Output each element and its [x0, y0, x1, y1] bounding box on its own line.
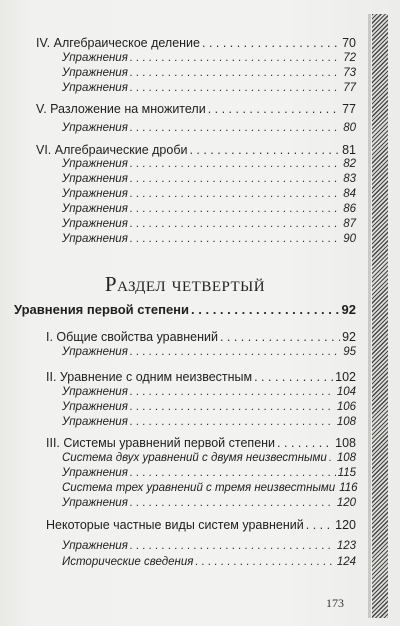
toc-entry	[62, 416, 356, 428]
toc-entry-page: 104	[336, 386, 356, 398]
toc-entry-page: 123	[336, 540, 356, 552]
dot-leader	[191, 302, 340, 317]
toc-entry-title: Упражнения	[62, 173, 128, 185]
toc-entry-page: 116	[339, 482, 358, 494]
dot-leader	[130, 467, 336, 479]
dot-leader	[277, 436, 333, 450]
toc-entry-title: III. Системы уравнений первой степени	[46, 436, 276, 450]
toc-entry-page: 108	[335, 436, 356, 450]
toc-entry-page: 82	[343, 158, 356, 170]
toc-entry	[46, 370, 356, 384]
dot-leader	[202, 36, 340, 50]
dot-leader	[130, 401, 335, 413]
toc-entry-page: 95	[343, 346, 356, 358]
toc-entry	[62, 497, 356, 509]
toc-entry-title: Упражнения	[62, 540, 128, 552]
toc-entry	[62, 540, 356, 552]
toc-entry-page: 108	[336, 416, 356, 428]
toc-entry-page: 90	[343, 233, 356, 245]
toc-entry	[62, 158, 356, 170]
toc-entry-page: 70	[342, 36, 356, 50]
dot-leader	[130, 122, 341, 134]
toc-entry-page: 86	[343, 203, 356, 215]
dot-leader	[130, 416, 335, 428]
dot-leader	[130, 346, 341, 358]
toc-entry-title: Упражнения	[62, 52, 128, 64]
toc-entry	[62, 482, 356, 494]
dot-leader	[130, 540, 335, 552]
dot-leader	[306, 518, 333, 532]
toc-entry-page: 108	[336, 452, 356, 464]
toc-entry-title: Упражнения	[62, 82, 128, 94]
toc-entry-title: Упражнения	[62, 122, 128, 134]
toc-entry-page: 102	[335, 370, 356, 384]
toc-entry	[46, 518, 356, 532]
section-heading: Раздел четвертый	[104, 272, 266, 296]
toc-entry-title: VI. Алгебраические дроби	[36, 143, 188, 157]
dot-leader	[130, 188, 341, 200]
toc-entry-title: Упражнения	[62, 497, 128, 509]
toc-entry	[36, 36, 356, 50]
toc-entry	[62, 203, 356, 215]
toc-entry-page: 72	[343, 52, 356, 64]
page-number: 173	[326, 596, 344, 610]
dot-leader	[220, 330, 340, 344]
toc-entry-title: V. Разложение на множители	[36, 102, 206, 116]
toc-entry-title: Упражнения	[62, 346, 128, 358]
toc-entry-page: 77	[342, 102, 356, 116]
dot-leader	[130, 173, 341, 185]
toc-entry	[62, 52, 356, 64]
dot-leader	[130, 497, 335, 509]
toc-entry-title: Система двух уравнений с двумя неизвестными	[62, 452, 327, 464]
toc-entry-page: 92	[341, 302, 356, 317]
toc-entry	[62, 188, 356, 200]
dot-leader	[130, 203, 341, 215]
toc-entry-page: 106	[336, 401, 356, 413]
toc-entry	[62, 346, 356, 358]
toc-entry-page: 92	[342, 330, 356, 344]
dot-leader	[130, 233, 341, 245]
toc-entry-title: Система трех уравнений с тремя неизвестными	[62, 482, 336, 494]
toc-entry	[62, 467, 356, 479]
toc-entry	[62, 218, 356, 230]
dot-leader	[130, 67, 341, 79]
toc-entry-title: I. Общие свойства уравнений	[46, 330, 218, 344]
toc-entry-page: 124	[336, 556, 356, 568]
toc-entry-title: Исторические сведения	[62, 556, 194, 568]
toc-entry-title: Упражнения	[62, 416, 128, 428]
dot-leader	[130, 82, 341, 94]
dot-leader	[130, 218, 341, 230]
toc-entry-page: 84	[343, 188, 356, 200]
toc-entry-title: Упражнения	[62, 233, 128, 245]
dot-leader	[254, 370, 333, 384]
dot-leader	[195, 556, 334, 568]
book-spine-edge	[372, 14, 388, 618]
toc-entry-title: Упражнения	[62, 386, 128, 398]
toc-entry	[36, 143, 356, 157]
toc-entry-title: Упражнения	[62, 218, 128, 230]
toc-entry-title: Упражнения	[62, 203, 128, 215]
toc-entry-page: 115	[337, 467, 356, 479]
toc-entry-title: IV. Алгебраическое деление	[36, 36, 200, 50]
toc-entry	[62, 401, 356, 413]
toc-entry	[62, 82, 356, 94]
toc-entry-title: Некоторые частные виды систем уравнений	[46, 518, 304, 532]
toc-entry-page: 83	[343, 173, 356, 185]
toc-entry-page: 81	[342, 143, 356, 157]
toc-entry-title: Упражнения	[62, 467, 128, 479]
toc-entry-title: Упражнения	[62, 67, 128, 79]
toc-entry-page: 120	[336, 497, 356, 509]
toc-entry	[62, 452, 356, 464]
toc-entry	[62, 173, 356, 185]
page-edge	[368, 14, 371, 618]
toc-entry-title: II. Уравнение с одним неизвестным	[46, 370, 253, 384]
toc-entry-page: 80	[343, 122, 356, 134]
toc-entry-title: Упражнения	[62, 401, 128, 413]
dot-leader	[130, 158, 341, 170]
toc-entry	[62, 556, 356, 568]
toc-entry	[62, 233, 356, 245]
toc-entry	[36, 102, 356, 116]
toc-entry	[14, 302, 356, 317]
toc-entry	[62, 122, 356, 134]
toc-entry	[46, 330, 356, 344]
dot-leader	[208, 102, 340, 116]
toc-entry-page: 73	[343, 67, 356, 79]
toc-entry	[46, 436, 356, 450]
toc-entry-title: Упражнения	[62, 188, 128, 200]
toc-entry-title: Упражнения	[62, 158, 128, 170]
toc-entry	[62, 386, 356, 398]
toc-entry	[62, 67, 356, 79]
toc-entry-page: 120	[335, 518, 356, 532]
dot-leader	[189, 143, 340, 157]
toc-entry-page: 77	[343, 82, 356, 94]
toc-entry-title: Уравнения первой степени	[14, 302, 190, 317]
dot-leader	[130, 386, 335, 398]
toc-entry-page: 87	[343, 218, 356, 230]
dot-leader	[130, 52, 341, 64]
